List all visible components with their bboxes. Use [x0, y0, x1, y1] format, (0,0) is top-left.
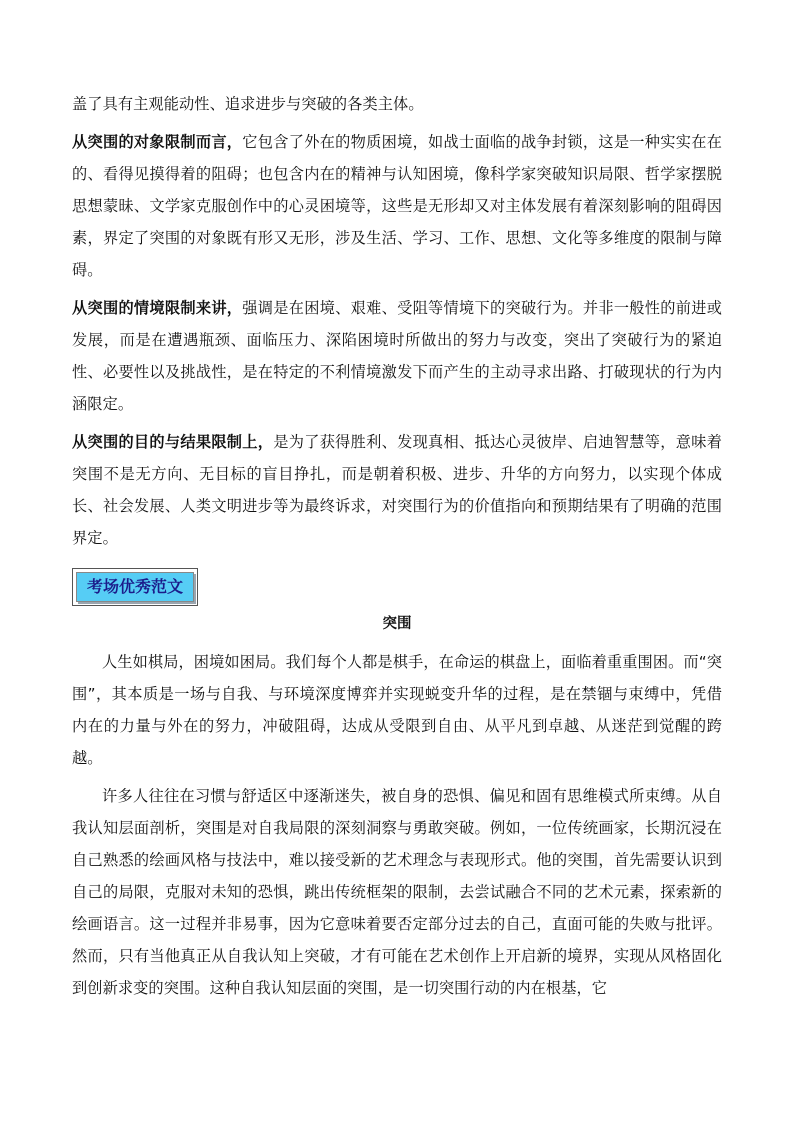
section-text: 是为了获得胜利、发现真相、抵达心灵彼岸、启迪智慧等，意味着突围不是无方向、无目标的盲目挣扎，而是朝着积极、进步、升华的方向努力，以实现个体成长、社会发展、人类文明进步等为最终诉求，对突围行为的价值指向和预期结果有了明确的范围界定。: [72, 433, 722, 547]
section-situation-limit: [72, 292, 722, 420]
section-text: 强调是在困境、艰难、受阻等情境下的突破行为。并非一般性的前进或发展，而是在遭遇瓶颈、面临压力、深陷困境时所做出的努力与改变，突出了突破行为的紧迫性、必要性以及挑战性，是在特定的不利情境激发下而产生的主动寻求出路、打破现状的行为内涵限定。: [72, 299, 722, 413]
document-page: [72, 88, 722, 1004]
badge-frame: [72, 568, 198, 606]
section-object-limit: [72, 126, 722, 286]
section-lead: 从突围的对象限制而言，: [72, 133, 243, 151]
essay-title: 突围: [382, 616, 412, 632]
intro-continuation: 盖了具有主观能动性、追求进步与突破的各类主体。: [72, 95, 424, 113]
section-purpose-limit: [72, 426, 722, 554]
badge-container: [72, 568, 722, 606]
section-text: 它包含了外在的物质困境，如战士面临的战争封锁，这是一种实实在在的、看得见摸得着的阻碍；也包含内在的精神与认知困境，像科学家突破知识局限、哲学家摆脱思想蒙昧、文学家克服创作中的心灵困境等，这些是无形却又对主体发展有着深刻影响的阻碍因素，界定了突围的对象既有形又无形，涉及生活、学习、工作、思想、文化等多维度的限制与障碍。: [72, 133, 722, 279]
essay-paragraph: 许多人往往在习惯与舒适区中逐渐迷失，被自身的恐惧、偏见和固有思维模式所束缚。从自我认知层面剖析，突围是对自我局限的深刻洞察与勇敢突破。例如，一位传统画家，长期沉浸在自己熟悉的绘画风格与技法中，难以接受新的艺术理念与表现形式。他的突围，首先需要认识到自己的局限，克服对未知的恐惧，跳出传统框架的限制，去尝试融合不同的艺术元素，探索新的绘画语言。这一过程并非易事，因为它意味着要否定部分过去的自己，直面可能的失败与批评。然而，只有当他真正从自我认知上突破，才有可能在艺术创作上开启新的境界，实现从风格固化到创新求变的突围。这种自我认知层面的突围，是一切突围行动的内在根基，它: [72, 787, 722, 997]
model-essay-badge: 考场优秀范文: [76, 572, 194, 602]
section-lead: 从突围的情境限制来讲，: [72, 299, 243, 317]
essay-paragraph: 人生如棋局，困境如困局。我们每个人都是棋手，在命运的棋盘上，面临着重重围困。而“突围”，其本质是一场与自我、与环境深度博弈并实现蜕变升华的过程，是在禁锢与束缚中，凭借内在的力量与外在的努力，冲破阻碍，达成从受限到自由、从平凡到卓越、从迷茫到觉醒的跨越。: [72, 653, 722, 767]
section-lead: 从突围的目的与结果限制上，: [72, 433, 274, 451]
